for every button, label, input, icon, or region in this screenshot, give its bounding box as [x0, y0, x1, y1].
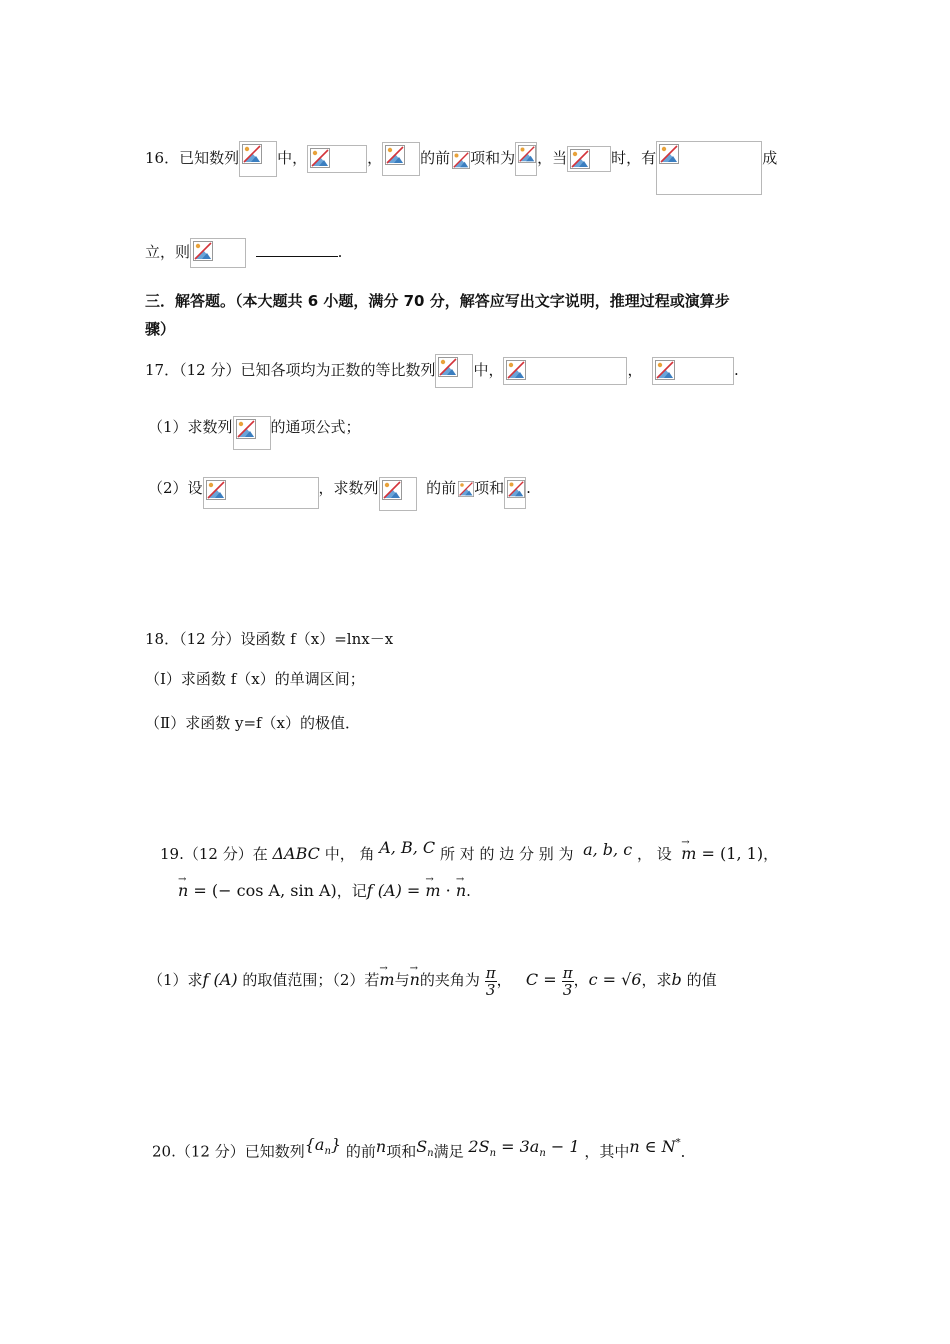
broken-image-icon: [515, 142, 537, 176]
q19-line2: → n = (− cos A, sin A)，记f (A) = → m · → n.: [178, 880, 471, 902]
q19-line3: （1）求f (A) 的取值范围；（2）若→ m与→ n的夹角为 $\frac{\pi}{3}$ ， C = $\frac{\pi}{3}$ ，c = √6，求b 的值: [148, 958, 717, 1002]
q19-line1: 19.（12 分）在 ΔABC 中， 角 A, B, C 所 对 的 边 分 别 为 a, b, c ， 设 → m = (1, 1)，: [160, 843, 778, 865]
broken-image-icon: [203, 477, 319, 509]
broken-image-icon: [307, 145, 367, 173]
q18-line1: 18．（12 分）设函数 f（x）=lnx－x: [145, 630, 394, 648]
q17-sub1: （1）求数列 的通项公式；: [148, 416, 361, 450]
q18-line3: （Ⅱ）求函数 y=f（x）的极值．: [145, 714, 361, 732]
broken-image-icon: [239, 141, 277, 177]
section-3-heading-cont: 骤）: [145, 320, 176, 338]
broken-image-icon: [233, 416, 271, 450]
broken-image-icon: [379, 477, 417, 511]
q20-line1: 20.（12 分）已知数列$\{a_n\}$ 的前n项和$S_n$满足 $2S_n = 3a_n - 1$ ，其中n ∈ N*．: [152, 1135, 696, 1161]
broken-image-icon: [382, 142, 420, 176]
broken-image-icon: [435, 354, 473, 388]
broken-image-icon: [656, 141, 762, 195]
broken-image-icon: [652, 357, 734, 385]
broken-image-icon: [504, 477, 526, 509]
q16-line2: 立，则 .: [145, 238, 342, 268]
broken-image-icon: [450, 149, 470, 169]
broken-image-icon: [503, 357, 627, 385]
q18-line2: （Ⅰ）求函数 f（x）的单调区间；: [145, 670, 365, 688]
section-3-heading: 三．解答题。（本大题共 6 小题，满分 70 分，解答应写出文字说明，推理过程或演算步: [145, 292, 730, 310]
answer-blank: [256, 242, 338, 257]
pi-over-3-fraction: $\frac{\pi}{3}$: [485, 963, 496, 999]
broken-image-icon: [456, 479, 474, 499]
q17-line1: 17．（12 分）已知各项均为正数的等比数列 中， ， .: [145, 354, 739, 388]
broken-image-icon: [567, 146, 611, 172]
q16-line1: 16．已知数列 中， ， 的前 项和为 ，当 时，有 成: [145, 141, 777, 195]
q17-sub2: （2）设 ，求数列 的前 项和 .: [148, 477, 531, 511]
pi-over-3-fraction-c: $\frac{\pi}{3}$: [562, 963, 573, 999]
broken-image-icon: [190, 238, 246, 268]
